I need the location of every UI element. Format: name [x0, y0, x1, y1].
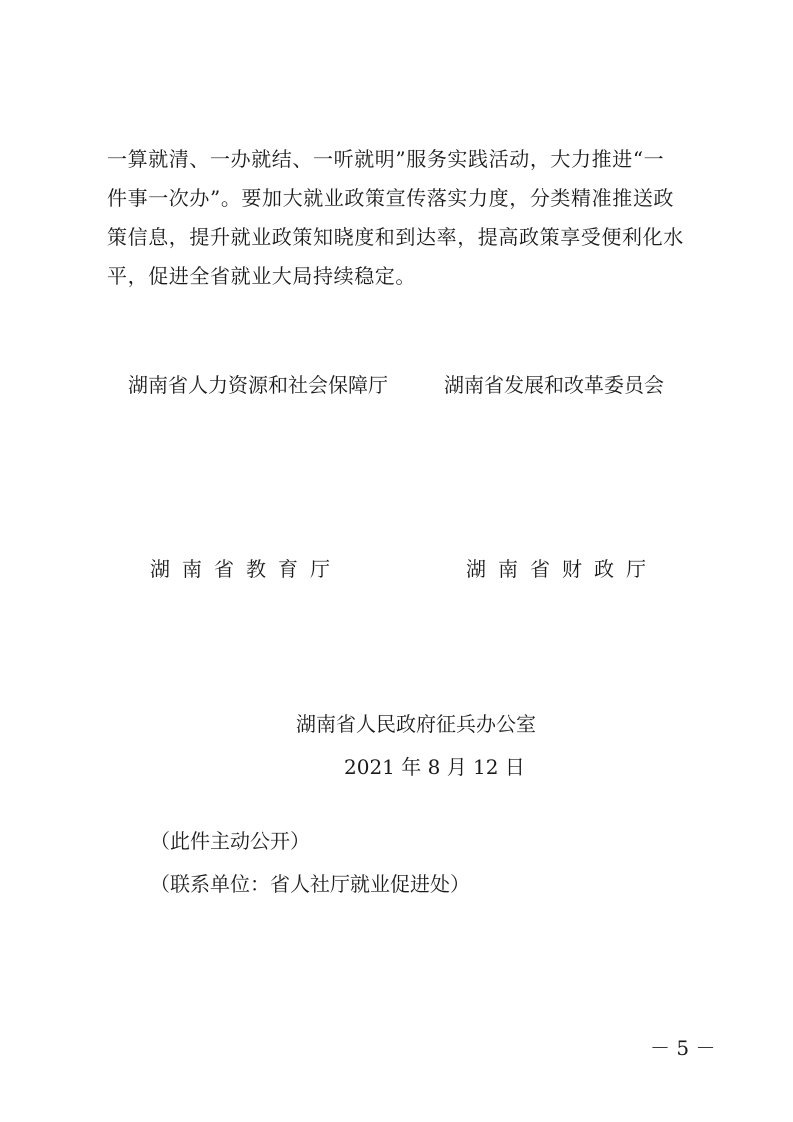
- body-line-3: 策信息，提升就业政策知晓度和到达率，提高政策享受便利化水: [107, 225, 684, 249]
- body-line-4: 平，促进全省就业大局持续稳定。: [107, 264, 416, 288]
- body-line-1: 一算就清、一办就结、一听就明”服务实践活动，大力推进“一: [107, 147, 665, 171]
- signature-finance: 湖南省财政厅: [466, 557, 658, 581]
- signature-development-reform: 湖南省发展和改革委员会: [444, 373, 664, 397]
- body-line-2: 件事一次办”。要加大就业政策宣传落实力度，分类精准推送政: [107, 186, 675, 210]
- signature-education: 湖南省教育厅: [150, 557, 342, 581]
- page-number: － 5 －: [650, 1036, 716, 1060]
- disclosure-note: （此件主动公开）: [150, 829, 310, 853]
- contact-note: （联系单位：省人社厅就业促进处）: [150, 872, 470, 896]
- document-date: 2021 年 8 月 12 日: [344, 755, 525, 779]
- signature-hr-social-security: 湖南省人力资源和社会保障厅: [128, 373, 388, 397]
- signature-conscription-office: 湖南省人民政府征兵办公室: [296, 712, 536, 736]
